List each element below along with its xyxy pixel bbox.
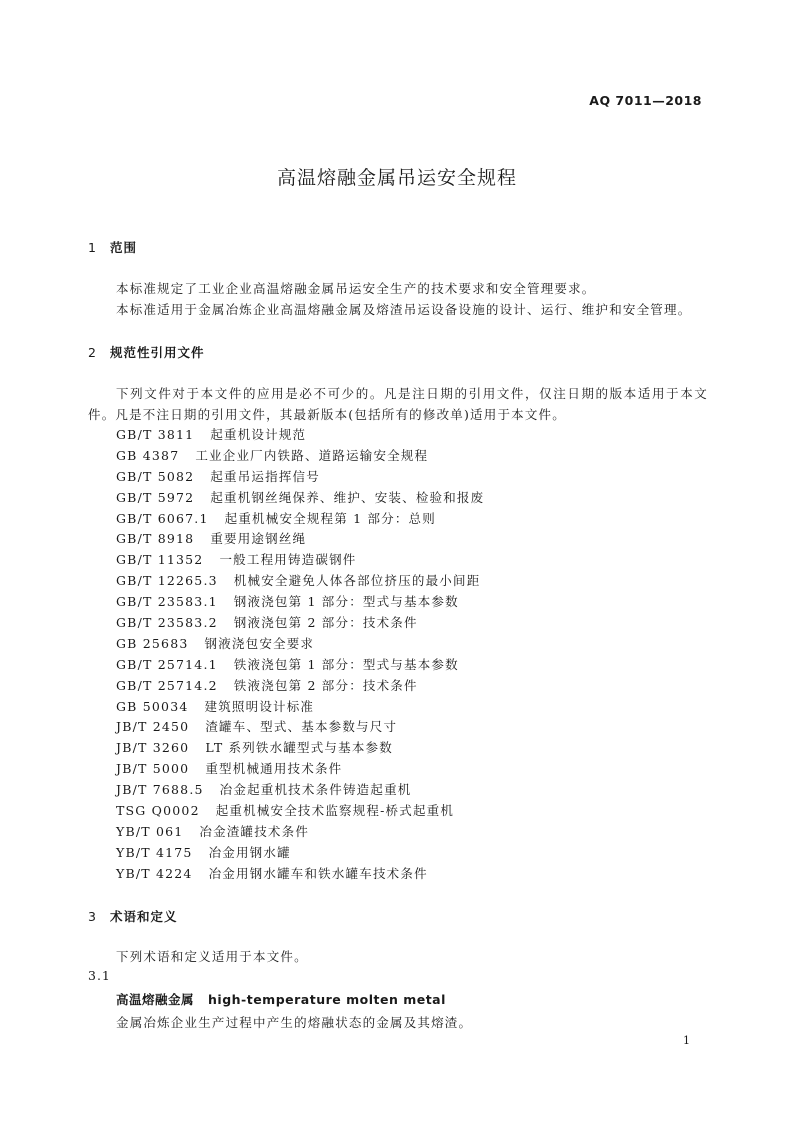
reference-title: 起重吊运指挥信号 — [210, 468, 320, 484]
reference-code: JB/T 2450 — [116, 719, 190, 735]
reference-item — [116, 842, 484, 863]
reference-item — [116, 591, 484, 612]
reference-item — [116, 424, 484, 445]
reference-code: TSG Q0002 — [116, 803, 200, 819]
reference-code: JB/T 3260 — [116, 740, 190, 756]
reference-item — [116, 528, 484, 549]
reference-item — [116, 508, 484, 529]
reference-title: 重要用途钢丝绳 — [210, 531, 307, 547]
reference-code: YB/T 061 — [116, 823, 184, 839]
reference-title: 冶金渣罐技术条件 — [199, 823, 310, 839]
reference-code: YB/T 4175 — [116, 844, 193, 860]
reference-item — [116, 737, 484, 758]
reference-item — [116, 863, 484, 884]
standard-code: AQ 7011—2018 — [589, 93, 702, 108]
reference-code: JB/T 7688.5 — [116, 782, 204, 798]
term-number: 3.1 — [88, 968, 111, 983]
reference-code: GB/T 23583.1 — [116, 594, 218, 610]
reference-code: JB/T 5000 — [116, 761, 190, 777]
reference-item — [116, 800, 484, 821]
section-title: 术语和定义 — [110, 909, 178, 924]
reference-item — [116, 633, 484, 654]
reference-title: 一般工程用铸造碳钢件 — [219, 552, 357, 568]
section-heading-scope — [88, 238, 137, 256]
reference-title: 工业企业厂内铁路、道路运输安全规程 — [195, 447, 429, 463]
reference-code: GB/T 5972 — [116, 489, 195, 505]
reference-title: 铁液浇包第 1 部分：型式与基本参数 — [233, 656, 459, 672]
reference-item — [116, 675, 484, 696]
scope-paragraph-2: 本标准适用于金属冶炼企业高温熔融金属及熔渣吊运设备设施的设计、运行、维护和安全管理。 — [116, 302, 692, 317]
section-number: 1 — [88, 240, 97, 255]
reference-title: 重型机械通用技术条件 — [205, 761, 343, 777]
reference-code: GB/T 5082 — [116, 468, 195, 484]
reference-code: GB/T 8918 — [116, 531, 195, 547]
term-definition: 金属冶炼企业生产过程中产生的熔融状态的金属及其熔渣。 — [116, 1015, 473, 1030]
section-heading-normative-references — [88, 343, 205, 361]
reference-code: GB 25683 — [116, 635, 189, 651]
reference-item — [116, 779, 484, 800]
reference-title: 起重机设计规范 — [210, 427, 307, 442]
reference-title: LT 系列铁水罐型式与基本参数 — [205, 740, 393, 756]
normative-intro: 下列文件对于本文件的应用是必不可少的。凡是注日期的引用文件，仅注日期的版本适用于本文件。凡是不注日期的引用文件，其最新版本(包括所有的修改单)适用于本文件。 — [88, 386, 708, 422]
reference-title: 机械安全避免人体各部位挤压的最小间距 — [233, 573, 481, 589]
reference-title: 冶金用钢水罐车和铁水罐车技术条件 — [208, 865, 428, 881]
section-heading-terms — [88, 907, 178, 925]
reference-title: 冶金起重机技术条件铸造起重机 — [219, 782, 412, 798]
reference-title: 起重机钢丝绳保养、维护、安装、检验和报废 — [210, 489, 485, 505]
reference-code: GB/T 6067.1 — [116, 510, 209, 526]
reference-item — [116, 821, 484, 842]
term-entry — [116, 990, 446, 1008]
reference-title: 起重机械安全技术监察规程-桥式起重机 — [215, 803, 455, 819]
reference-item — [116, 716, 484, 737]
terms-intro: 下列术语和定义适用于本文件。 — [116, 949, 308, 964]
reference-item — [116, 612, 484, 633]
reference-item — [116, 696, 484, 717]
term-zh: 高温熔融金属 — [116, 992, 195, 1007]
reference-item — [116, 445, 484, 466]
reference-code: YB/T 4224 — [116, 865, 193, 881]
reference-title: 钢液浇包第 2 部分：技术条件 — [233, 615, 418, 631]
section-title: 范围 — [110, 240, 138, 255]
reference-item — [116, 570, 484, 591]
section-number: 3 — [88, 909, 97, 924]
section-title: 规范性引用文件 — [110, 345, 205, 360]
reference-code: GB 4387 — [116, 447, 180, 463]
reference-title: 建筑照明设计标准 — [204, 698, 315, 714]
reference-code: GB/T 11352 — [116, 552, 204, 568]
reference-code: GB/T 12265.3 — [116, 573, 218, 589]
reference-item — [116, 654, 484, 675]
reference-title: 渣罐车、型式、基本参数与尺寸 — [205, 719, 398, 735]
section-number: 2 — [88, 345, 97, 360]
scope-paragraph-1: 本标准规定了工业企业高温熔融金属吊运安全生产的技术要求和安全管理要求。 — [116, 281, 596, 296]
reference-code: GB/T 23583.2 — [116, 615, 218, 631]
page-number: 1 — [683, 1034, 690, 1047]
reference-code: GB/T 3811 — [116, 427, 195, 442]
reference-title: 铁液浇包第 2 部分：技术条件 — [233, 677, 418, 693]
reference-item — [116, 487, 484, 508]
reference-code: GB/T 25714.2 — [116, 677, 218, 693]
reference-title: 钢液浇包安全要求 — [204, 635, 315, 651]
reference-item — [116, 466, 484, 487]
reference-title: 冶金用钢水罐 — [208, 844, 291, 860]
reference-title: 钢液浇包第 1 部分：型式与基本参数 — [233, 594, 459, 610]
reference-item — [116, 549, 484, 570]
reference-list — [116, 424, 484, 884]
reference-item — [116, 758, 484, 779]
reference-code: GB/T 25714.1 — [116, 656, 218, 672]
document-title: 高温熔融金属吊运安全规程 — [276, 167, 517, 189]
reference-title: 起重机械安全规程第 1 部分：总则 — [224, 510, 436, 526]
term-en: high-temperature molten metal — [208, 992, 446, 1007]
reference-code: GB 50034 — [116, 698, 189, 714]
